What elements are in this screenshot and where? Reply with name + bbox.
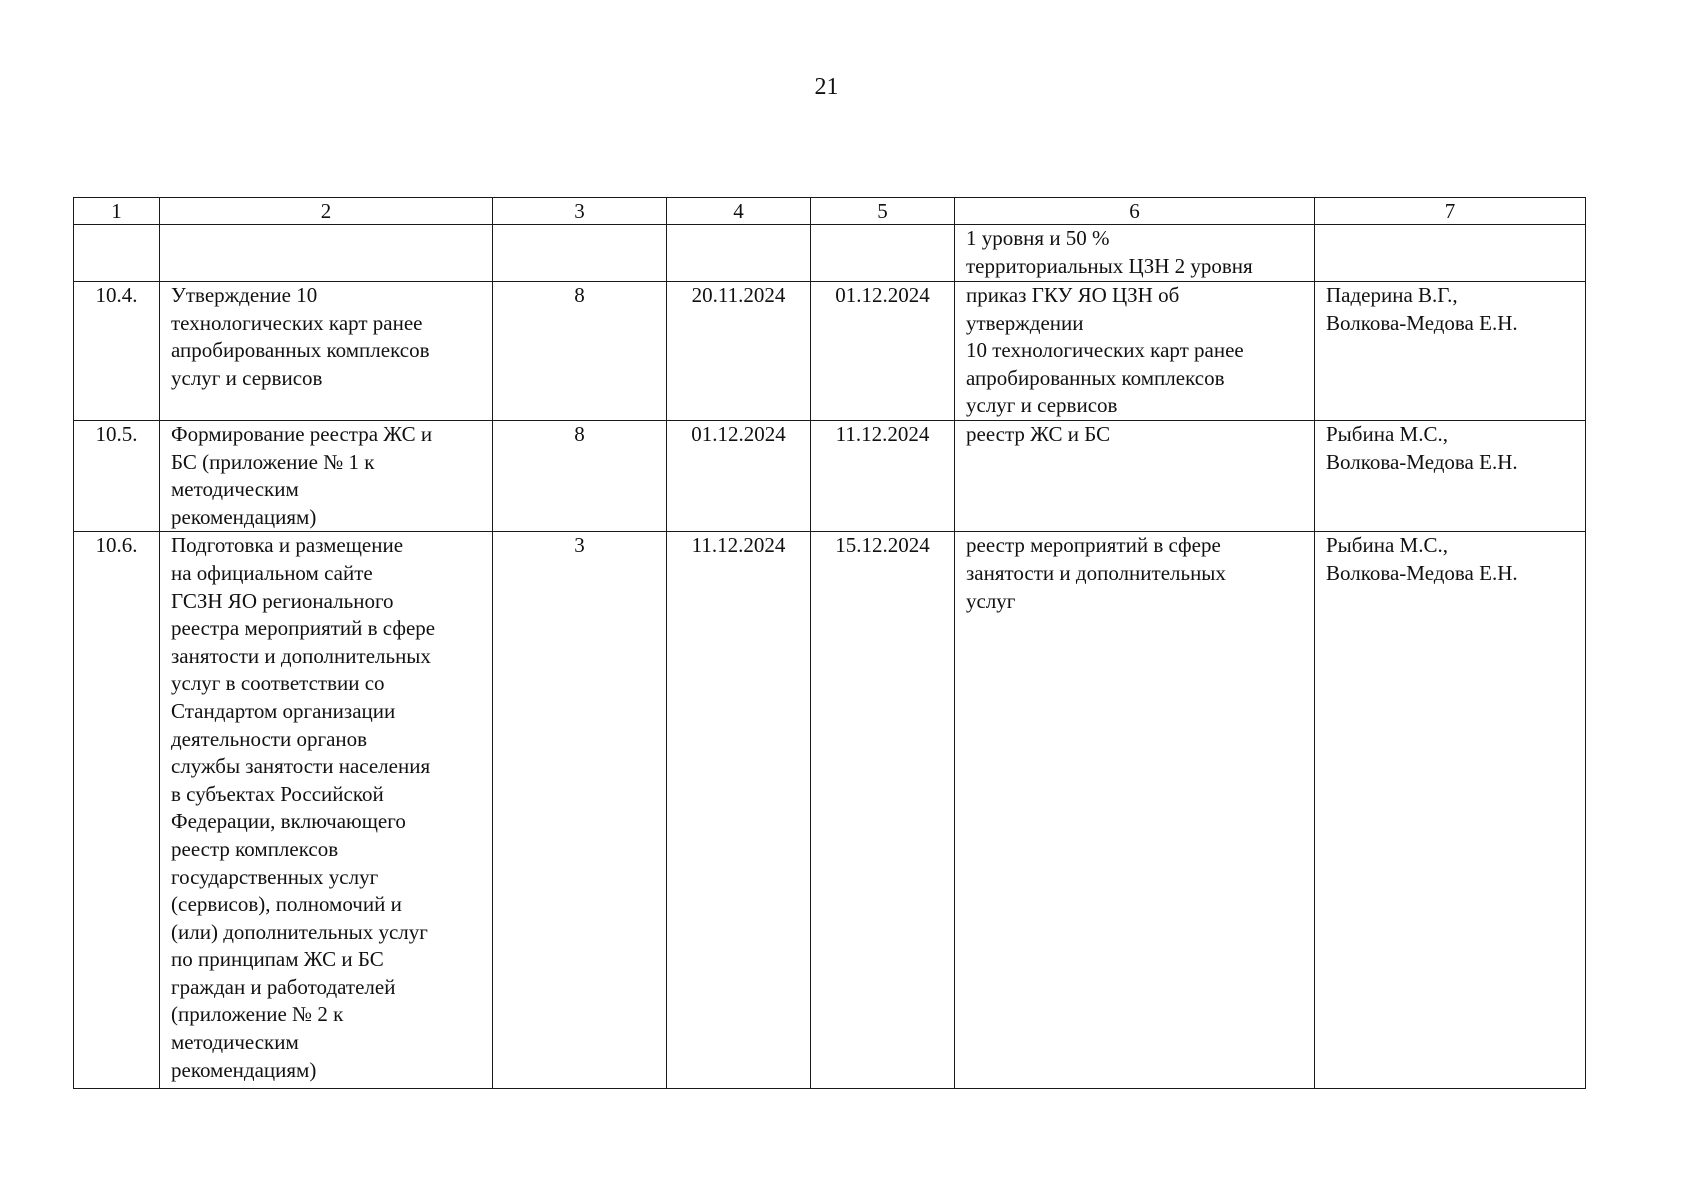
responsible-cell: Падерина В.Г., Волкова-Медова Е.Н. bbox=[1315, 282, 1586, 421]
page-number: 21 bbox=[814, 74, 839, 100]
column-header: 4 bbox=[667, 198, 811, 225]
task-cell: Подготовка и размещение на официальном сайте ГСЗН ЯО регионального реестра мероприятий в сфере занятости и дополнительных услуг в соответствии со Стандартом организации деятельности органов службы занятости населения в субъектах Российской Федерации, включающего реестр комплексов государственных услуг (сервисов), полномочий и (или) дополнительных услуг по принципам ЖС и БС граждан и работодателей (приложение № 2 к методическим рекомендациям) bbox=[160, 532, 493, 1089]
responsible-cell: Рыбина М.С., Волкова-Медова Е.Н. bbox=[1315, 421, 1586, 532]
result-cell: реестр ЖС и БС bbox=[955, 421, 1315, 532]
start-date-cell: 20.11.2024 bbox=[667, 282, 811, 421]
row-number-cell: 10.5. bbox=[74, 421, 160, 532]
table-row bbox=[74, 282, 1586, 421]
result-cell: 1 уровня и 50 % территориальных ЦЗН 2 уровня bbox=[955, 225, 1315, 282]
column-header: 7 bbox=[1315, 198, 1586, 225]
start-date-cell: 11.12.2024 bbox=[667, 532, 811, 1089]
result-cell: приказ ГКУ ЯО ЦЗН об утверждении 10 технологических карт ранее апробированных комплексов услуг и сервисов bbox=[955, 282, 1315, 421]
row-number-cell: 10.4. bbox=[74, 282, 160, 421]
column-header: 2 bbox=[160, 198, 493, 225]
responsible-cell: Рыбина М.С., Волкова-Медова Е.Н. bbox=[1315, 532, 1586, 1089]
column-header: 1 bbox=[74, 198, 160, 225]
table-row bbox=[74, 532, 1586, 1089]
row-number-cell: 10.6. bbox=[74, 532, 160, 1089]
result-cell: реестр мероприятий в сфере занятости и дополнительных услуг bbox=[955, 532, 1315, 1089]
column-header: 6 bbox=[955, 198, 1315, 225]
task-cell: Утверждение 10 технологических карт ранее апробированных комплексов услуг и сервисов bbox=[160, 282, 493, 421]
start-date-cell: 01.12.2024 bbox=[667, 421, 811, 532]
end-date-cell bbox=[811, 225, 955, 282]
duration-cell: 8 bbox=[493, 421, 667, 532]
duration-cell: 8 bbox=[493, 282, 667, 421]
task-cell: Формирование реестра ЖС и БС (приложение № 1 к методическим рекомендациям) bbox=[160, 421, 493, 532]
duration-cell: 3 bbox=[493, 532, 667, 1089]
task-cell bbox=[160, 225, 493, 282]
end-date-cell: 01.12.2024 bbox=[811, 282, 955, 421]
end-date-cell: 11.12.2024 bbox=[811, 421, 955, 532]
table-row bbox=[74, 421, 1586, 532]
start-date-cell bbox=[667, 225, 811, 282]
row-number-cell bbox=[74, 225, 160, 282]
duration-cell bbox=[493, 225, 667, 282]
table-row bbox=[74, 225, 1586, 282]
column-header: 3 bbox=[493, 198, 667, 225]
plan-table bbox=[73, 197, 1586, 1089]
column-header: 5 bbox=[811, 198, 955, 225]
responsible-cell bbox=[1315, 225, 1586, 282]
end-date-cell: 15.12.2024 bbox=[811, 532, 955, 1089]
table-header-row bbox=[74, 198, 1586, 225]
